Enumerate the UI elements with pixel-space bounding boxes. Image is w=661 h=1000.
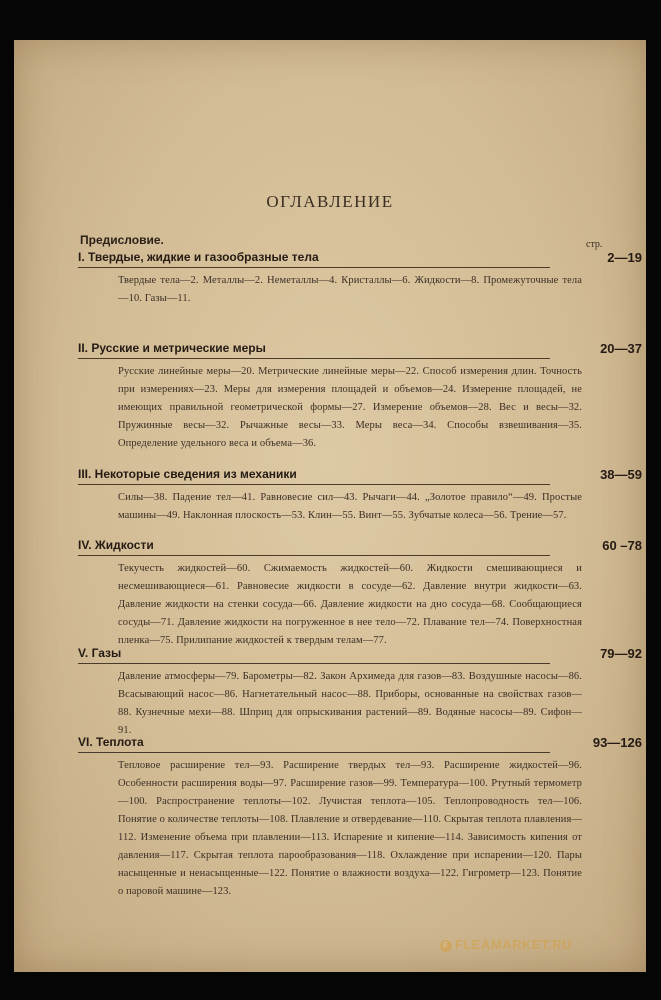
section-pages: 93—126 <box>592 735 642 750</box>
section-heading: IV. Жидкости <box>78 538 154 552</box>
section-pages: 79—92 <box>600 646 642 661</box>
section-topics: Русские линейные меры—20. Метрические линейные меры—22. Способ измерения длин. Точность при измерениях—23. Меры для измерения площадей и объемов—24. Измерение площадей, не имеющих правильной геометрической формы—27. Измерение объемов—28. Вес и весы—32. Пружинные весы—32. Рычажные весы—33. Меры веса—34. Способы взвешивания—35. Определение удельного веса и объема—36. <box>118 366 582 449</box>
toc-section-2 <box>78 341 648 453</box>
page-column-label: стр. <box>586 239 603 250</box>
section-heading: III. Некоторые сведения из механики <box>78 467 297 481</box>
section-topics: Текучесть жидкостей—60. Сжимаемость жидкостей—60. Жидкости смешивающиеся и несмешивающиеся—61. Равновесие жидкости в сосуде—62. Давление внутри жидкости—63. Давление жидкости на стенки сосуда—66. Давление жидкости на дно сосуда—68. Сообщающиеся сосуды—71. Давление жидкости на погруженное в нее тело—72. Плавание тел—74. Поверхностная пленка—75. Прилипание жидкостей к твердым телам—77. <box>118 563 582 646</box>
section-heading: V. Газы <box>78 646 122 660</box>
heading-rule <box>78 267 550 268</box>
section-header <box>78 467 648 485</box>
watermark <box>440 937 572 952</box>
watermark-text: FLEAMARKET.RU <box>455 937 572 952</box>
section-topics: Силы—38. Падение тел—41. Равновесие сил—43. Рычаги—44. „Золотое правило“—49. Простые машины—49. Наклонная плоскость—53. Клин—55. Винт—55. Зубчатые колеса—56. Трение—57. <box>118 492 582 521</box>
section-pages: 20—37 <box>600 341 642 356</box>
section-header <box>78 538 648 556</box>
toc-section-5 <box>78 646 648 740</box>
heading-rule <box>78 752 550 753</box>
section-heading: II. Русские и метрические меры <box>78 341 266 355</box>
section-heading: I. Твердые, жидкие и газообразные тела <box>78 250 319 264</box>
section-heading: VI. Теплота <box>78 735 144 749</box>
heading-rule <box>78 663 550 664</box>
book-page <box>14 40 646 972</box>
section-pages: 38—59 <box>600 467 642 482</box>
section-pages: 60 –78 <box>602 538 642 553</box>
watermark-logo-icon: F <box>440 940 452 952</box>
section-header <box>78 646 648 664</box>
toc-section-3 <box>78 467 648 525</box>
page-title: ОГЛАВЛЕНИЕ <box>266 192 394 211</box>
heading-rule <box>78 358 550 359</box>
section-topics: Давление атмосферы—79. Барометры—82. Закон Архимеда для газов—83. Воздушные насосы—86. Всасывающий насос—86. Нагнетательный насос—88. Приборы, основанные на свойствах газов—88. Кузнечные мехи—88. Шприц для опрыскивания растений—89. Водяные насосы—89. Сифон—91. <box>118 671 582 736</box>
heading-rule <box>78 555 550 556</box>
section-pages: 2—19 <box>607 250 642 265</box>
toc-section-4 <box>78 538 648 650</box>
section-header <box>78 341 648 359</box>
section-topics: Твердые тела—2. Металлы—2. Неметаллы—4. Кристаллы—6. Жидкости—8. Промежуточные тела—10. Газы—11. <box>118 275 582 304</box>
preface-entry: Предисловие. <box>80 233 164 247</box>
section-header <box>78 250 648 268</box>
toc-section-1 <box>78 250 648 308</box>
heading-rule <box>78 484 550 485</box>
section-topics: Тепловое расширение тел—93. Расширение твердых тел—93. Расширение жидкостей—96. Особенности расширения воды—97. Расширение газов—99. Температура—100. Ртутный термометр—100. Распространение теплоты—102. Лучистая теплота—105. Теплопроводность тел—106. Понятие о количестве теплоты—108. Плавление и отвердевание—110. Скрытая теплота плавления—112. Изменение объема при плавлении—113. Испарение и кипение—114. Зависимость кипения от давления—117. Скрытая теплота парообразования—118. Охлаждение при испарении—120. Пары насыщенные и ненасыщенные—122. Понятие о влажности воздуха—122. Гигрометр—123. Понятие о паровой машине—123. <box>118 760 582 897</box>
toc-section-6 <box>78 735 648 901</box>
section-header <box>78 735 648 753</box>
